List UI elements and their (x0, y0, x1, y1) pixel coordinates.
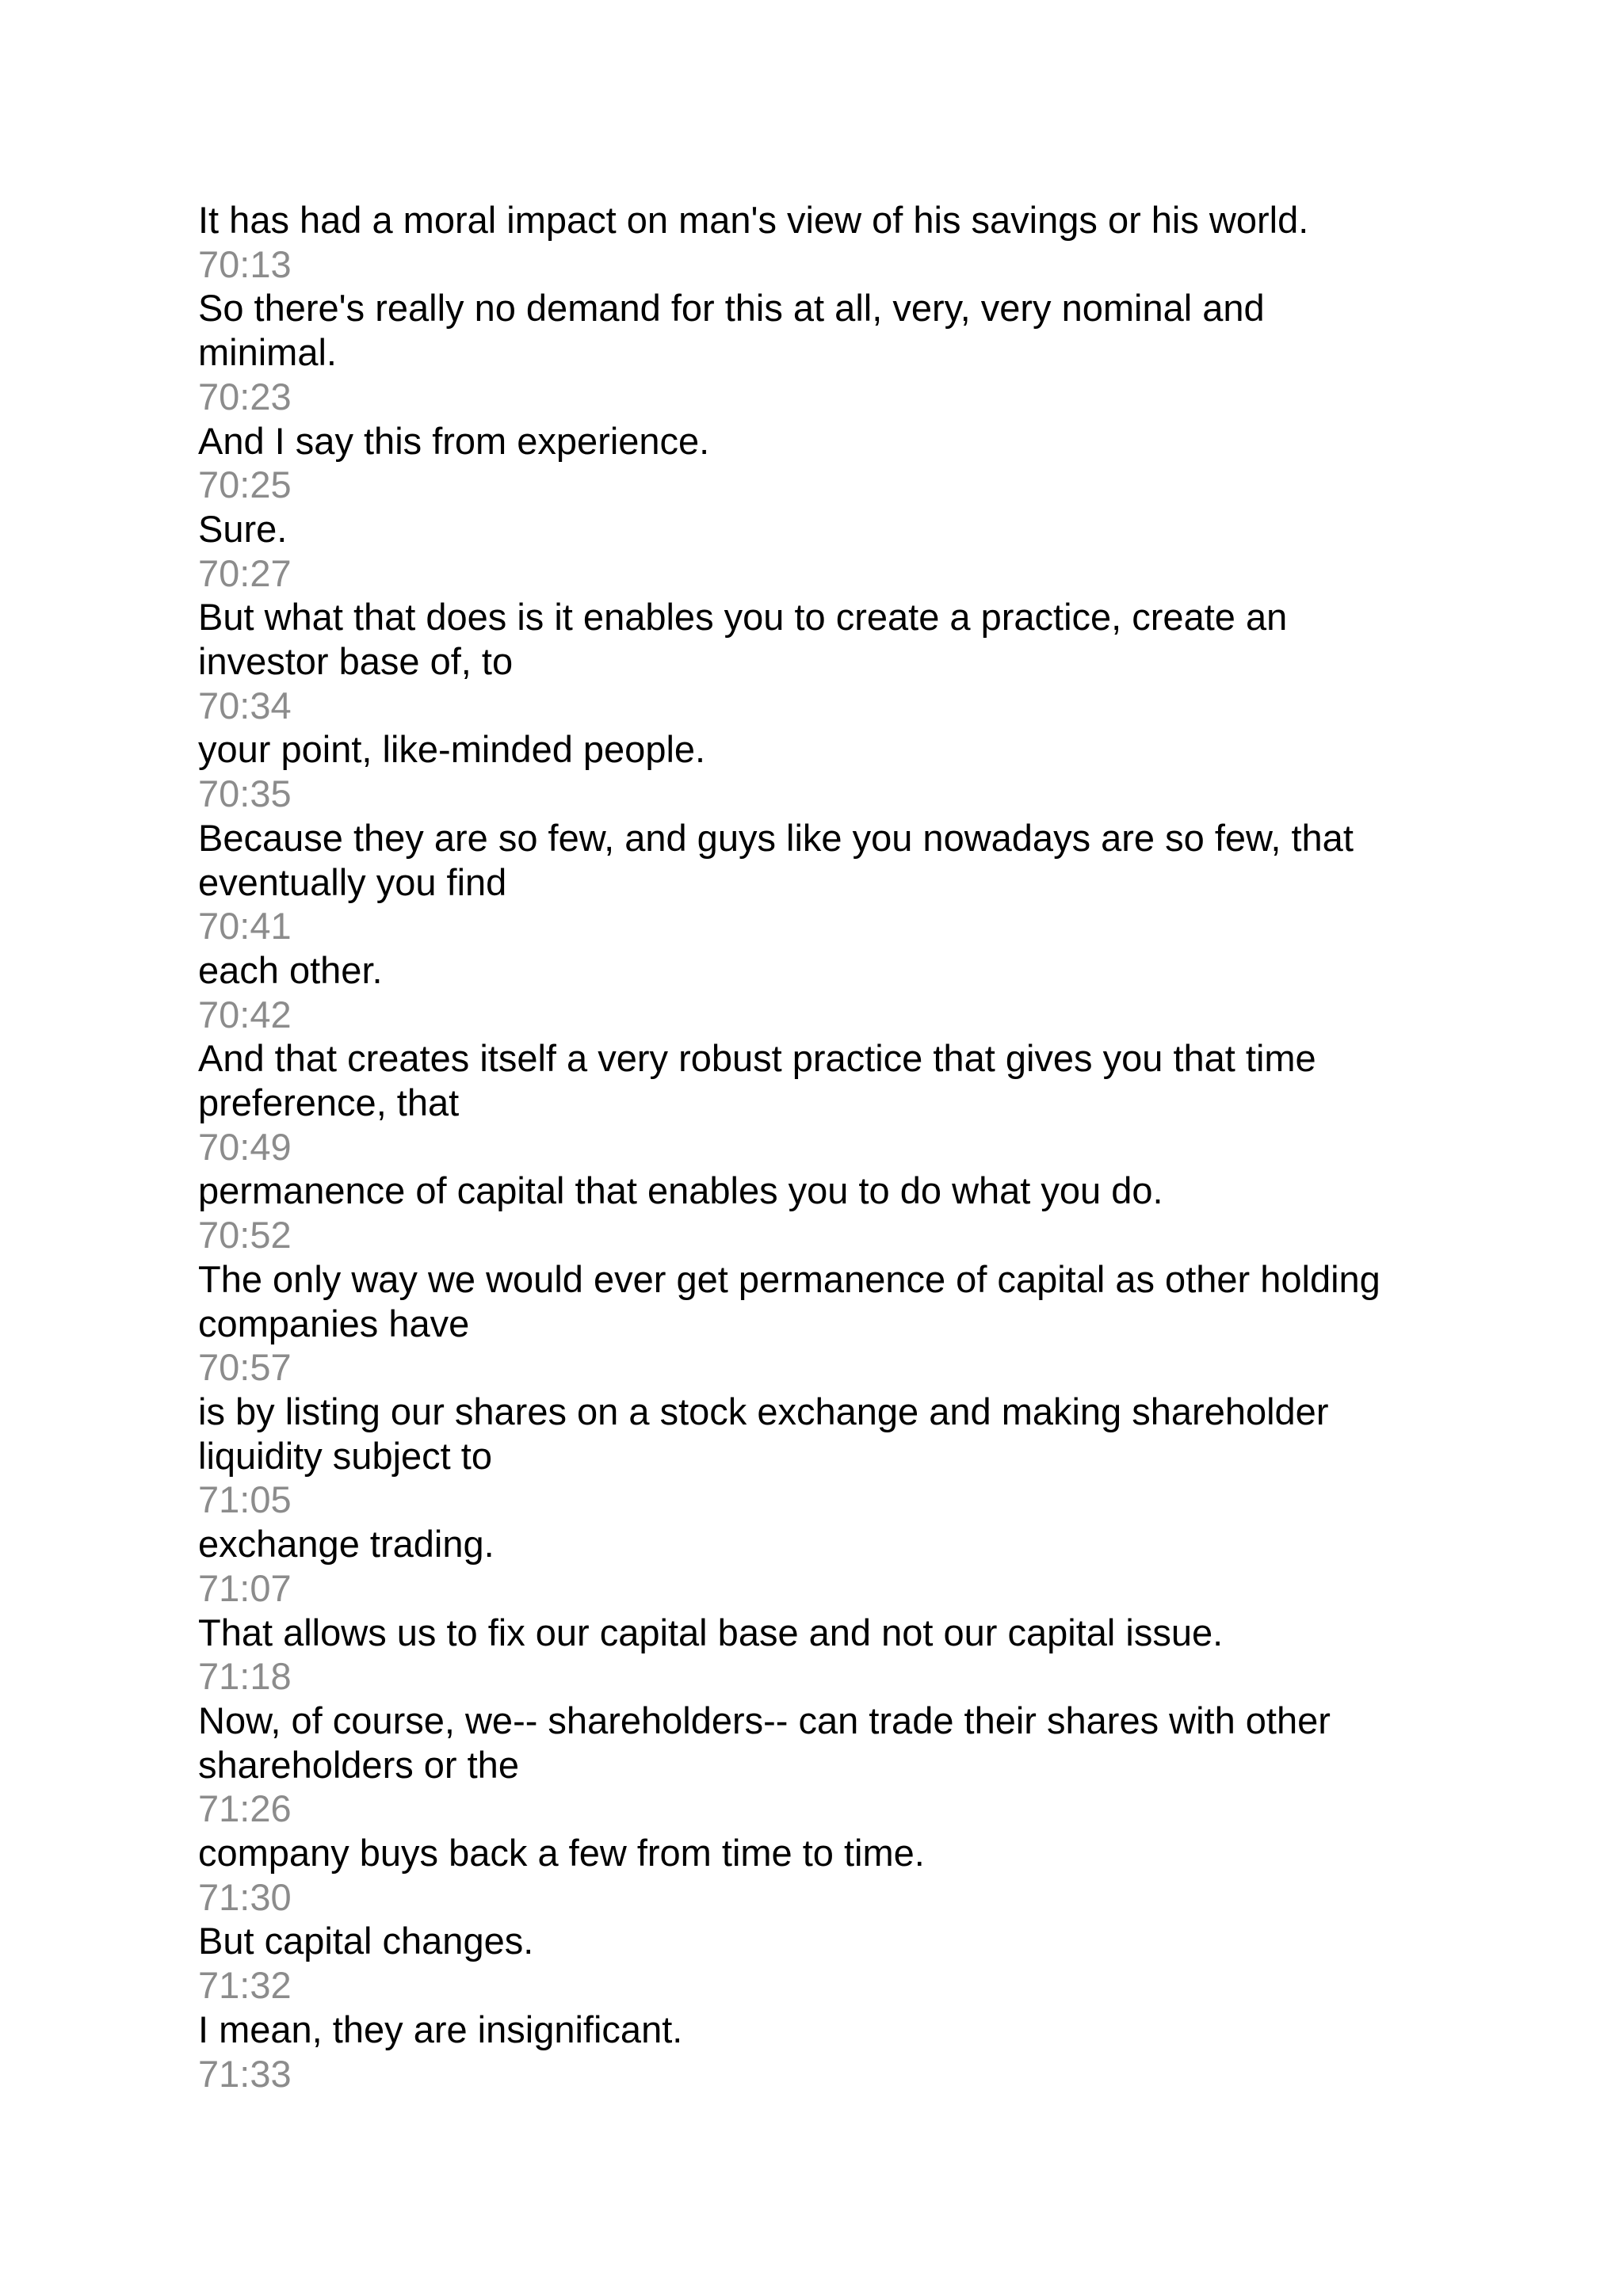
timestamp: 70:13 (198, 242, 292, 285)
transcript-line: So there's really no demand for this at all, very, very nominal and (198, 287, 1265, 330)
transcript-line: is by listing our shares on a stock exchange and making shareholder (198, 1390, 1329, 1432)
transcript-line: Because they are so few, and guys like you nowadays are so few, that (198, 816, 1354, 859)
transcript-line: eventually you find (198, 860, 507, 903)
timestamp: 71:07 (198, 1566, 292, 1609)
timestamp: 70:49 (198, 1125, 292, 1168)
transcript-line: minimal. (198, 331, 337, 374)
timestamp: 70:41 (198, 905, 292, 948)
transcript-line: liquidity subject to (198, 1434, 492, 1477)
transcript-line: each other. (198, 948, 383, 991)
timestamp: 70:42 (198, 993, 292, 1035)
timestamp: 70:35 (198, 772, 292, 815)
transcript-line: Sure. (198, 507, 288, 550)
timestamp: 70:23 (198, 375, 292, 418)
transcript-line: investor base of, to (198, 640, 514, 683)
timestamp: 70:34 (198, 684, 292, 727)
timestamp: 71:18 (198, 1655, 292, 1698)
transcript-line: It has had a moral impact on man's view of his savings or his world. (198, 199, 1309, 241)
timestamp: 70:52 (198, 1214, 292, 1257)
transcript-line: Now, of course, we-- shareholders-- can trade their shares with other (198, 1699, 1331, 1741)
transcript-line: company buys back a few from time to time. (198, 1832, 925, 1875)
transcript-line: The only way we would ever get permanence of capital as other holding (198, 1257, 1381, 1300)
transcript-line: exchange trading. (198, 1523, 495, 1566)
transcript-line: permanence of capital that enables you to do what you do. (198, 1169, 1163, 1212)
transcript-line: And I say this from experience. (198, 419, 710, 462)
transcript-page (198, 198, 1450, 2096)
timestamp: 71:32 (198, 1964, 292, 2007)
timestamp: 70:25 (198, 463, 292, 506)
timestamp: 71:05 (198, 1478, 292, 1521)
timestamp: 70:27 (198, 551, 292, 594)
transcript-line: But capital changes. (198, 1920, 534, 1962)
transcript-line: But what that does is it enables you to create a practice, create an (198, 596, 1288, 639)
timestamp: 70:57 (198, 1346, 292, 1389)
transcript-line: companies have (198, 1302, 470, 1344)
transcript-line: your point, like-minded people. (198, 728, 706, 771)
timestamp: 71:26 (198, 1787, 292, 1830)
timestamp: 71:30 (198, 1875, 292, 1918)
transcript-line: preference, that (198, 1081, 460, 1124)
transcript-line: And that creates itself a very robust practice that gives you that time (198, 1037, 1316, 1080)
transcript-line: shareholders or the (198, 1743, 519, 1786)
transcript-line: I mean, they are insignificant. (198, 2008, 683, 2050)
transcript-line: That allows us to fix our capital base and not our capital issue. (198, 1611, 1224, 1653)
timestamp: 71:33 (198, 2052, 292, 2095)
